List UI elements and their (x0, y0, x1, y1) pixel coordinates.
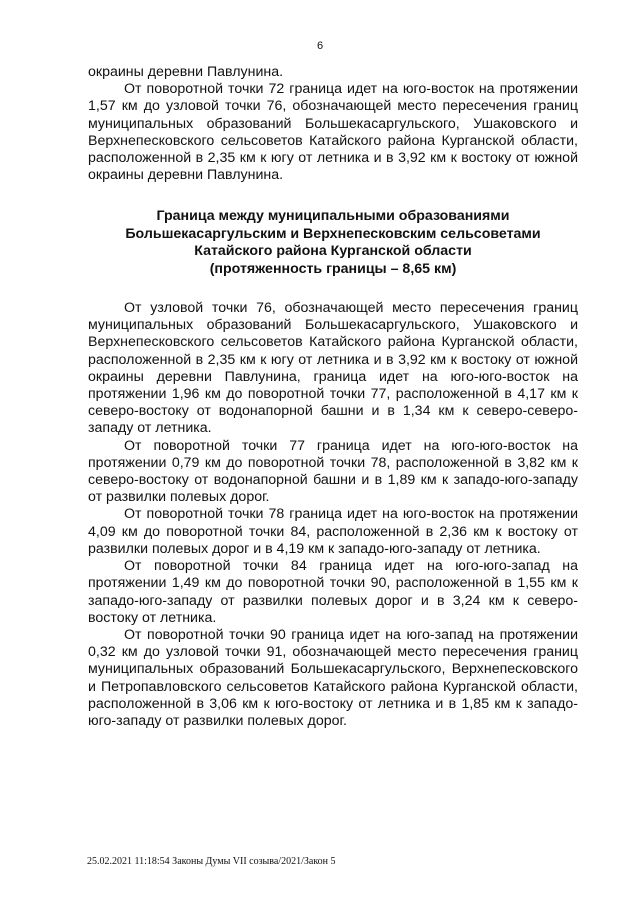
page-number: 6 (316, 40, 324, 52)
paragraph: От узловой точки 76, обозначающей место пересечения границ муниципальных образований Большекасаргульского, Ушаковского и Верхнепесковского сельсоветов Катайского района Курганской области, расположенной в 2,35 км к югу от летника и в 3,92 км к востоку от южной окраины деревни Павлунина, граница идет на юго-юго-восток на протяжении 1,96 км до поворотной точки 77, расположенной в 4,17 км к северо-востоку от водонапорной башни и в 1,34 км к северо-северо-западу от летника. (88, 300, 578, 437)
paragraph-continuation: окраины деревни Павлунина. (88, 64, 284, 80)
paragraph: От поворотной точки 77 граница идет на юго-юго-восток на протяжении 0,79 км до поворотной точки 78, расположенной в 3,82 км к северо-востоку от водонапорной башни и в 1,89 км к западо-юго-западу от развилки полевых дорог. (88, 437, 578, 506)
heading-line: (протяженность границы – 8,65 км) (209, 260, 457, 277)
paragraph: От поворотной точки 78 граница идет на юго-восток на протяжении 4,09 км до поворотной точки 84, расположенной в 2,36 км к востоку от развилки полевых дорог и в 4,19 км к западо-юго-западу от летника. (88, 506, 578, 557)
document-body (88, 64, 578, 730)
paragraph: От поворотной точки 72 граница идет на юго-восток на протяжении 1,57 км до узловой точки 76, обозначающей место пересечения границ муниципальных образований Большекасаргульского, Ушаковского и Верхнепесковского сельсоветов Катайского района Курганской области, расположенной в 2,35 км к югу от летника и в 3,92 км к востоку от южной окраины деревни Павлунина. (88, 81, 578, 184)
paragraph: От поворотной точки 84 граница идет на юго-юго-запад на протяжении 1,49 км до поворотной точки 90, расположенной в 1,55 км к западо-юго-западу от развилки полевых дорог и в 3,24 км к северо-востоку от летника. (88, 558, 578, 626)
heading-line: Катайского района Курганской области (194, 243, 472, 260)
section-heading (88, 208, 578, 278)
paragraph: От поворотной точки 90 граница идет на юго-запад на протяжении 0,32 км до узловой точки 91, обозначающей место пересечения границ муниципальных образований Большекасаргульского, Верхнепесковского и Петропавловского сельсоветов Катайского района Курганской области, расположенной в 3,06 км к юго-востоку от летника и в 1,85 км к западо-юго-западу от развилки полевых дорог. (88, 626, 578, 729)
heading-line: Большекасаргульским и Верхнепесковским сельсоветами (125, 225, 541, 242)
footer-stamp: 25.02.2021 11:18:54 Законы Думы VII созыва/2021/Закон 5 (87, 856, 336, 867)
heading-line: Граница между муниципальными образованиями (156, 208, 510, 225)
